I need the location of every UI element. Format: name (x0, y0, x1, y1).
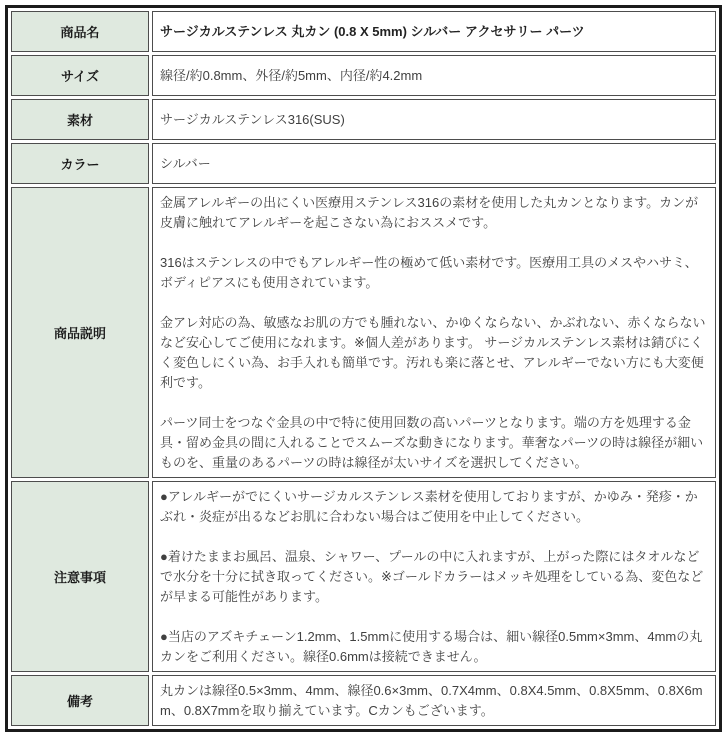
remarks-value: 丸カンは線径0.5×3mm、4mm、線径0.6×3mm、0.7X4mm、0.8X4.5mm、0.8X5mm、0.8X6mm、0.8X7mmを取り揃えています。Cカンもございます。 (152, 675, 716, 726)
row-label-color: カラー (11, 143, 149, 184)
caution-item: ●着けたままお風呂、温泉、シャワー、プールの中に入れますが、上がった際にはタオルなどで水分を十分に拭き取ってください。※ゴールドカラーはメッキ処理をしている為、変色などが早まる可能性があります。 (160, 549, 704, 604)
table-row-material (11, 99, 716, 140)
row-label-size: サイズ (11, 55, 149, 96)
description-paragraph: 金属アレルギーの出にくい医療用ステンレス316の素材を使用した丸カンとなります。カンが皮膚に触れてアレルギーを起こさない為におススメです。 (160, 195, 699, 230)
row-label-description: 商品説明 (11, 187, 149, 478)
row-label-product-name: 商品名 (11, 11, 149, 52)
product-name-value: サージカルステンレス 丸カン (0.8 X 5mm) シルバー アクセサリー パーツ (152, 11, 716, 52)
description-paragraph: 金アレ対応の為、敏感なお肌の方でも腫れない、かゆくならない、かぶれない、赤くならないなど安心してご使用になれます。※個人差があります。 サージカルステンレス素材は錆びにくく変色しにくい為、お手入れも簡単です。汚れも楽に落とせ、アレルギーでない方にも大変便利です。 (160, 315, 706, 390)
description-value (152, 187, 716, 478)
row-label-cautions: 注意事項 (11, 481, 149, 672)
table-row-description (11, 187, 716, 478)
table-row-product-name (11, 11, 716, 52)
table-row-color (11, 143, 716, 184)
caution-item: ●当店のアズキチェーン1.2mm、1.5mmに使用する場合は、細い線径0.5mm×3mm、4mmの丸カンをご利用ください。線径0.6mmは接続できません。 (160, 629, 703, 664)
size-value: 線径/約0.8mm、外径/約5mm、内径/約4.2mm (152, 55, 716, 96)
description-paragraph: 316はステンレスの中でもアレルギー性の極めて低い素材です。医療用工具のメスやハサミ、ボディピアスにも使用されています。 (160, 255, 698, 290)
table-row-cautions (11, 481, 716, 672)
caution-item: ●アレルギーがでにくいサージカルステンレス素材を使用しておりますが、かゆみ・発疹・かぶれ・炎症が出るなどお肌に合わない場合はご使用を中止してください。 (160, 489, 698, 524)
material-value: サージカルステンレス316(SUS) (152, 99, 716, 140)
description-paragraph: パーツ同士をつなぐ金具の中で特に使用回数の高いパーツとなります。端の方を処理する金具・留め金具の間に入れることでスムーズな動きになります。華奢なパーツの時は線径が細いものを、重量のあるパーツの時は線径が太いサイズを選択してください。 (160, 415, 704, 470)
table-row-remarks (11, 675, 716, 726)
product-spec-table (5, 5, 722, 732)
cautions-value (152, 481, 716, 672)
row-label-material: 素材 (11, 99, 149, 140)
row-label-remarks: 備考 (11, 675, 149, 726)
color-value: シルバー (152, 143, 716, 184)
table-row-size (11, 55, 716, 96)
